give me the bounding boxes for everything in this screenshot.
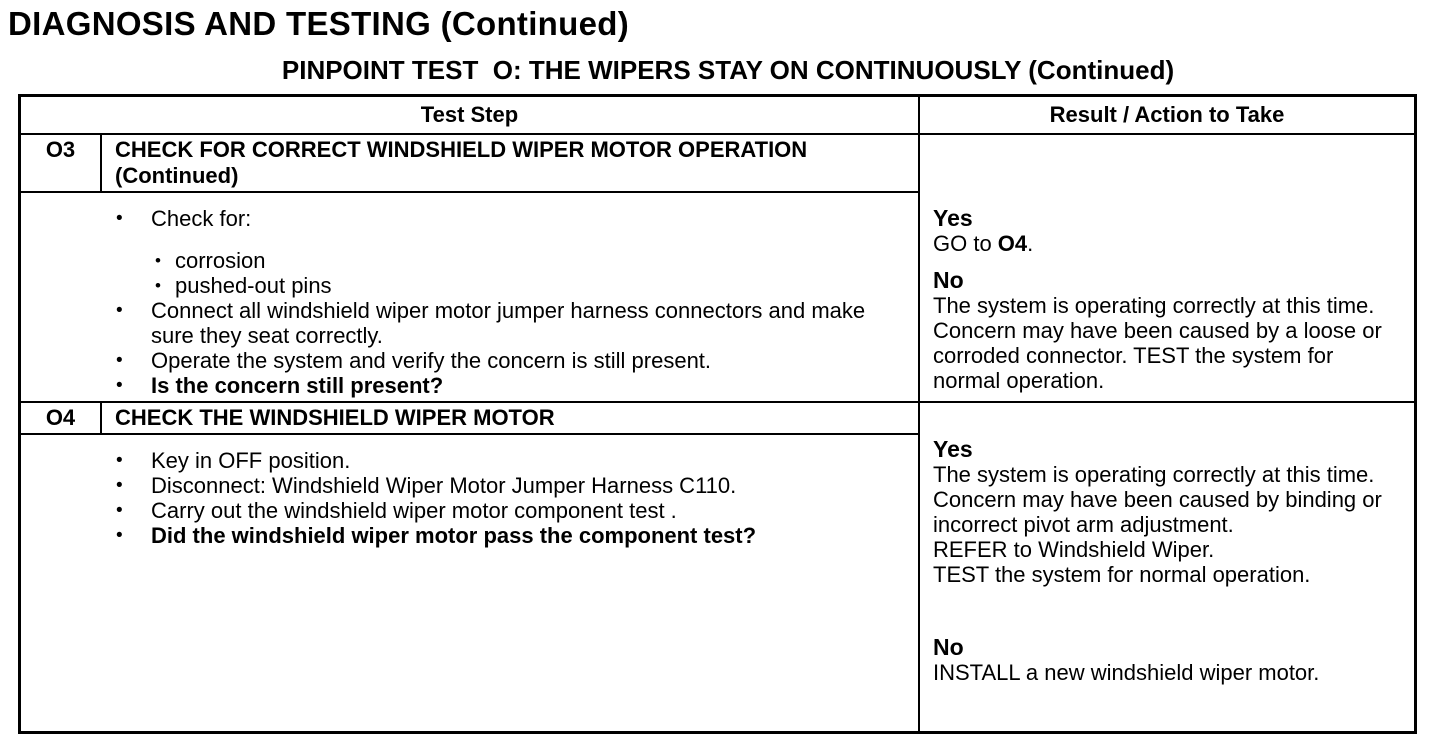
test-step-cell [21,135,920,401]
bullet-marker-icon: • [116,500,123,521]
result-section [933,635,1404,685]
bullet-item [21,206,918,231]
result-line [933,562,1404,587]
bullet-item [21,448,918,473]
bullet-marker-icon: • [116,208,123,229]
step-header-row [21,135,918,193]
result-cell [920,135,1414,401]
result-text-segment: . [1027,231,1034,256]
result-action-column-header: Result / Action to Take [1049,102,1285,127]
bullet-item [21,498,918,523]
bullet-item [21,523,918,548]
bullet-item [21,248,918,273]
table-header-row [21,97,1414,135]
step-instructions [21,193,918,401]
pinpoint-test-subtitle: PINPOINT TEST O: THE WIPERS STAY ON CONTINUOUSLY (Continued) [281,55,1175,85]
bullet-item [21,298,918,348]
bullet-text: Carry out the windshield wiper motor component test . [151,498,677,523]
test-step-block [21,401,1414,731]
bullet-text: Operate the system and verify the concern is still present. [151,348,712,373]
bullet-text: Check for: [151,206,252,231]
bullet-item [21,473,918,498]
result-section [933,437,1404,587]
result-text-segment: The system is operating correctly at this time. Concern may have been caused by a loose or corroded connector. TEST the system for normal operation. [933,293,1382,393]
bullet-marker-icon: • [155,276,161,295]
step-id: O3 [21,135,102,191]
step-instructions [21,435,918,731]
bullet-marker-icon: • [116,300,123,321]
bullet-marker-icon: • [116,350,123,371]
bullet-item [21,273,918,298]
result-section [933,268,1404,393]
result-text-segment: REFER to Windshield Wiper. [933,537,1215,562]
step-id: O4 [21,403,102,433]
bullet-marker-icon: • [116,450,123,471]
bullet-text: corrosion [175,248,266,273]
bullet-item [21,373,918,398]
result-section [933,206,1404,256]
bullet-text: pushed-out pins [175,273,332,298]
step-title: CHECK THE WINDSHIELD WIPER MOTOR [115,405,555,430]
result-line [933,231,1404,256]
bullet-marker-icon: • [116,475,123,496]
result-label: Yes [933,436,973,462]
bullet-text: Disconnect: Windshield Wiper Motor Jumper Harness C110. [151,473,737,498]
bullet-marker-icon: • [155,251,161,270]
bullet-marker-icon: • [116,375,123,396]
result-text-segment: TEST the system for normal operation. [933,562,1311,587]
result-label: Yes [933,205,973,231]
result-text-segment: GO to [933,231,998,256]
bullet-text: Did the windshield wiper motor pass the component test? [151,523,757,548]
bullet-marker-icon: • [116,525,123,546]
page-title: DIAGNOSIS AND TESTING (Continued) [8,5,629,42]
pinpoint-test-table [18,94,1417,734]
step-header-row [21,403,918,435]
test-step-cell [21,403,920,731]
result-label: No [933,267,964,293]
bullet-item [21,348,918,373]
result-line [933,293,1404,393]
bullet-text: Connect all windshield wiper motor jumper harness connectors and make sure they seat correctly. [151,298,866,348]
result-text-segment: O4 [997,231,1028,256]
steps [21,135,1414,731]
result-line [933,462,1404,537]
result-label: No [933,634,964,660]
result-line [933,537,1404,562]
test-step-column-header: Test Step [21,97,920,133]
result-line [933,660,1404,685]
test-step-block [21,135,1414,401]
result-text-segment: INSTALL a new windshield wiper motor. [933,660,1320,685]
result-cell [920,403,1414,731]
step-title: CHECK FOR CORRECT WINDSHIELD WIPER MOTOR OPERATION (Continued) [115,137,808,188]
result-text-segment: The system is operating correctly at this time. Concern may have been caused by binding or incorrect pivot arm adjustment. [933,462,1382,537]
bullet-text: Is the concern still present? [151,373,444,398]
bullet-text: Key in OFF position. [151,448,351,473]
